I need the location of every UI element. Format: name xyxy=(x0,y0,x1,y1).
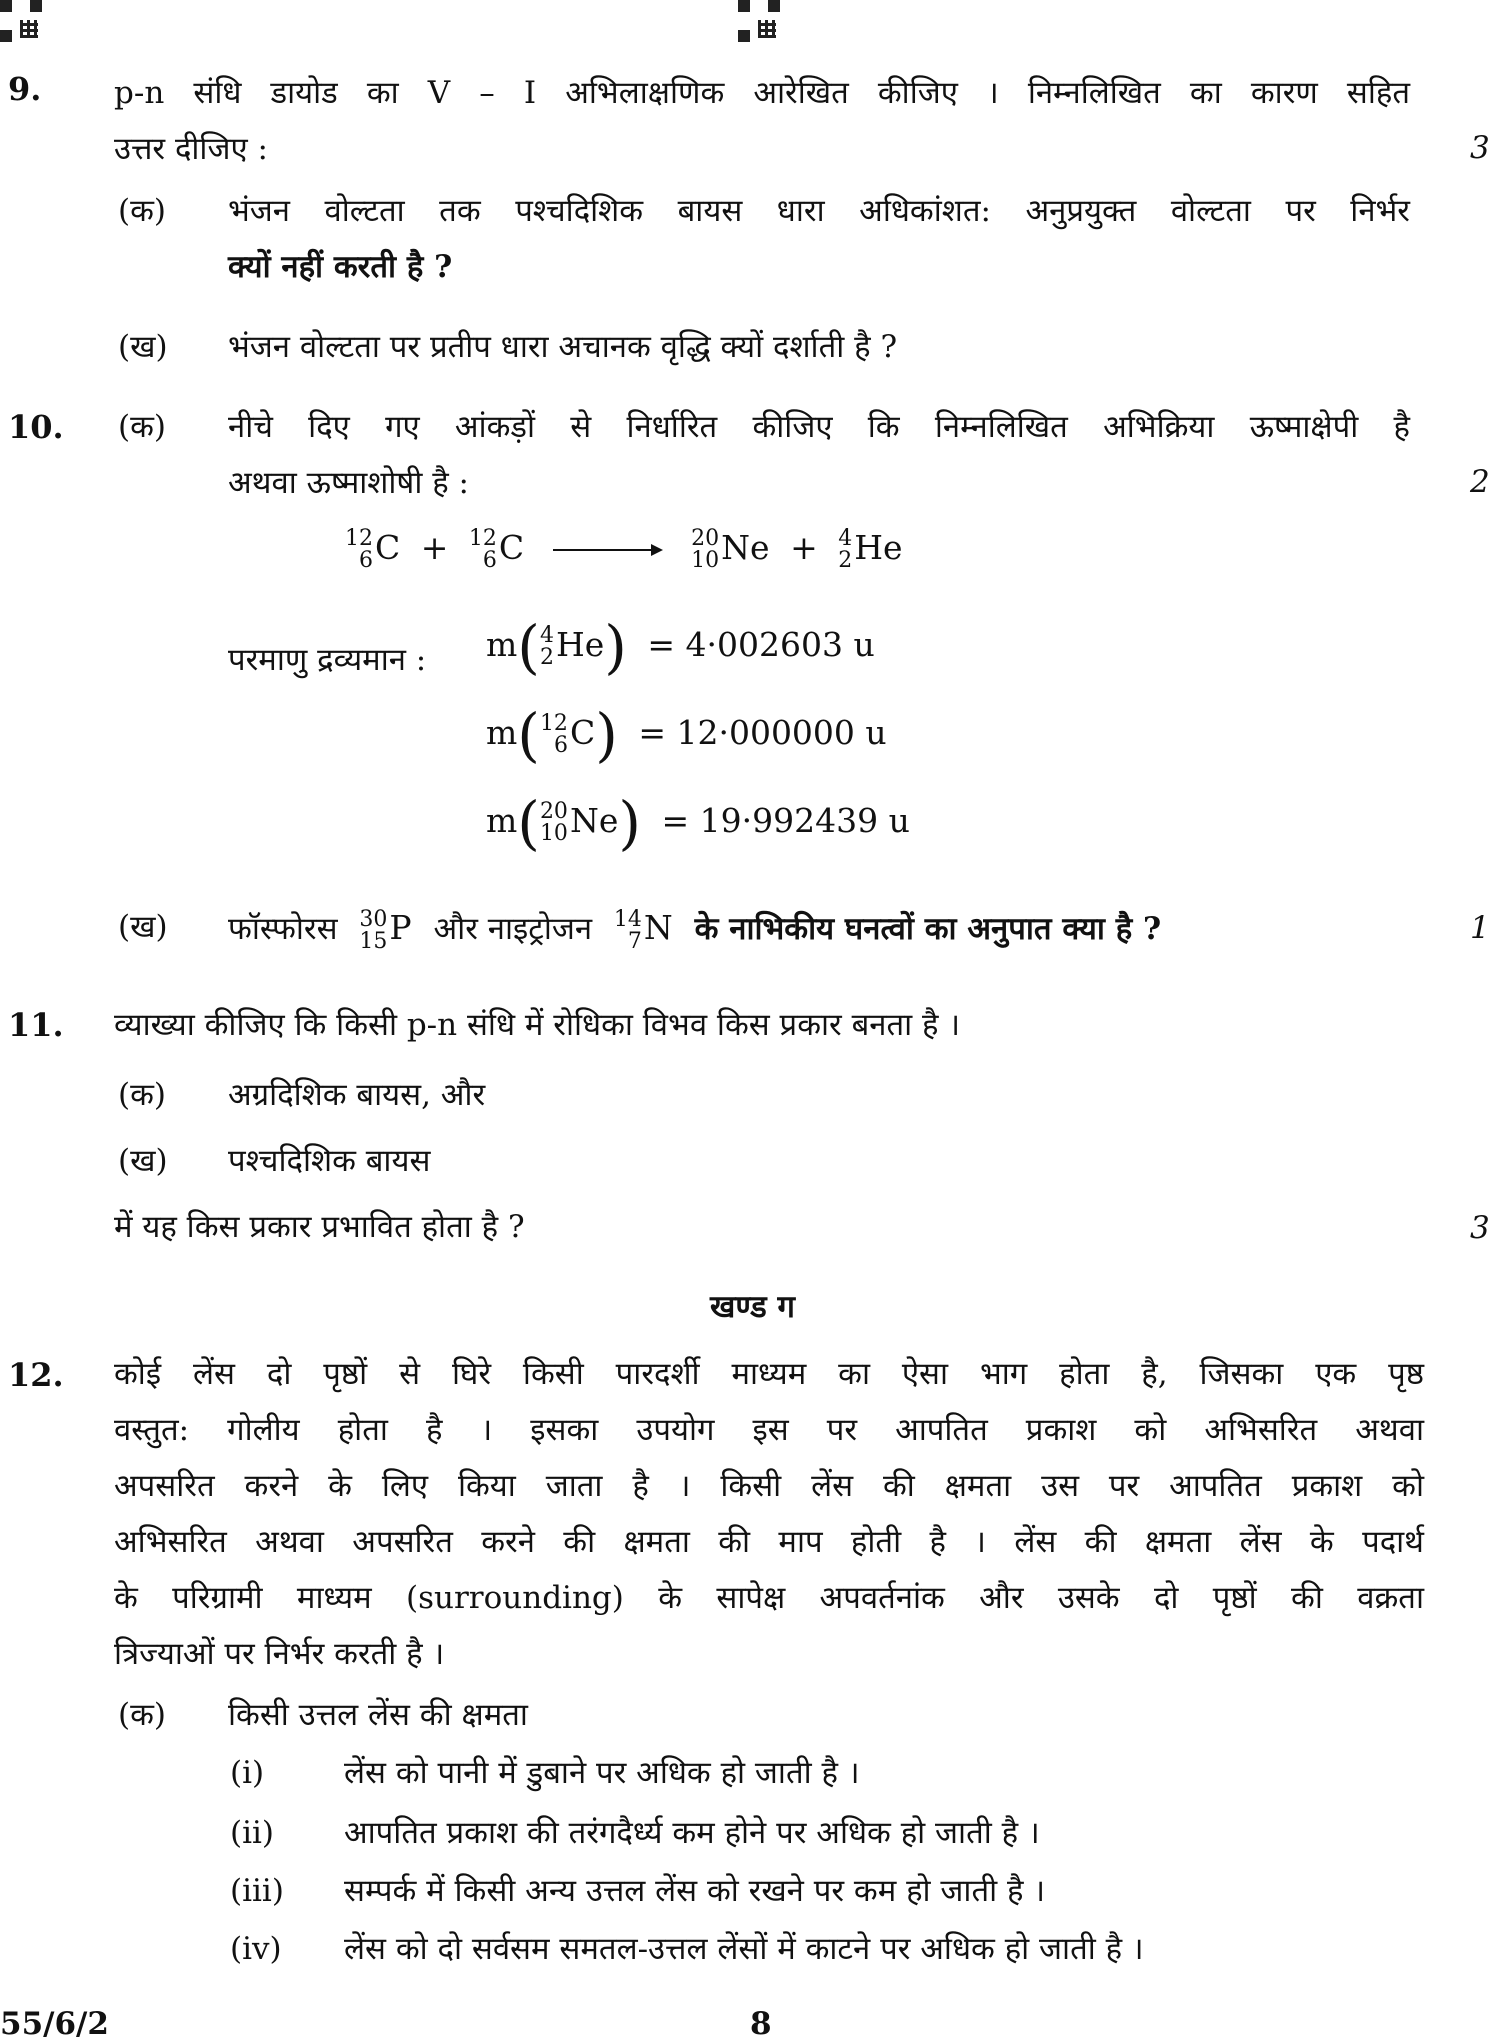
q12-a-text: किसी उत्तल लेंस की क्षमता xyxy=(228,1697,528,1733)
question-number-11: 11. xyxy=(8,1006,64,1044)
option-text-i: लेंस को पानी में डुबाने पर अधिक हो जाती है । xyxy=(344,1755,860,1791)
q11-intro: व्याख्या कीजिए कि किसी p-n संधि में रोधिका विभव किस प्रकार बनता है । xyxy=(114,1007,961,1043)
q10-a-line2: अथवा ऊष्माशोषी है : xyxy=(228,465,469,501)
option-label-ii: (ii) xyxy=(230,1815,275,1851)
q11-marks: 3 xyxy=(1470,1210,1490,1246)
question-number-10: 10. xyxy=(8,408,64,446)
q9-b-label: (ख) xyxy=(118,329,168,365)
option-text-iii: सम्पर्क में किसी अन्य उत्तल लेंस को रखने पर कम हो जाती है । xyxy=(344,1873,1046,1909)
q9-a-line2: क्यों नहीं करती है ? xyxy=(228,249,453,285)
ne-symbol: Ne xyxy=(721,528,770,567)
q11-closing: में यह किस प्रकार प्रभावित होता है ? xyxy=(114,1209,525,1245)
section-heading: खण्ड ग xyxy=(710,1289,795,1325)
mass-ne-row: m( 20 10 Ne) = 19·992439 u xyxy=(486,789,910,857)
q10-a-marks: 2 xyxy=(1470,464,1490,500)
q12-line-6: त्रिज्याओं पर निर्भर करती है । xyxy=(114,1636,445,1672)
n-nuclide-numbers: 14 7 xyxy=(613,906,642,954)
q10-a-label: (क) xyxy=(118,409,166,445)
c1-symbol: C xyxy=(375,528,401,567)
mass-ne-value: = 19·992439 u xyxy=(661,801,910,840)
q10-b-label: (ख) xyxy=(118,909,168,945)
q11-b-text: पश्चदिशिक बायस xyxy=(228,1143,431,1179)
q12-a-label: (क) xyxy=(118,1697,166,1733)
option-text-ii: आपतित प्रकाश की तरंगदैर्ध्य कम होने पर अधिक हो जाती है । xyxy=(344,1815,1040,1851)
option-label-iii: (iii) xyxy=(230,1873,284,1909)
q10-b-marks: 1 xyxy=(1470,910,1490,946)
mass-he-value: = 4·002603 u xyxy=(647,625,875,664)
c1-nuclide-numbers: 12 6 xyxy=(345,526,373,573)
mass-c-value: = 12·000000 u xyxy=(638,713,887,752)
plus-sign-2: + xyxy=(790,528,818,567)
footer-page-number: 8 xyxy=(750,2006,772,2042)
mass-he-row: m( 4 2 He) = 4·002603 u xyxy=(486,613,875,681)
plus-sign: + xyxy=(420,528,449,567)
q9-intro-line1: p-n संधि डायोड का V – I अभिलाक्षणिक आरेखित कीजिए । निम्नलिखित का कारण सहित xyxy=(114,75,1410,111)
q12-line-5: के परिग्रामी माध्यम (surrounding) के सापेक्ष अपवर्तनांक और उसके दो पृष्ठों की वक्रता xyxy=(114,1580,1424,1616)
q9-a-label: (क) xyxy=(118,193,166,229)
q10-b-text: फॉस्फोरस 30 15 P और नाइट्रोजन 14 7 N के नाभिकीय घनत्वों का अनुपात क्या है ? xyxy=(228,906,1162,954)
q9-a-line1: भंजन वोल्टता तक पश्चदिशिक बायस धारा अधिकांशत: अनुप्रयुक्त वोल्टता पर निर्भर xyxy=(228,193,1410,229)
ne-nuclide-numbers: 20 10 xyxy=(691,526,720,573)
atomic-mass-label: परमाणु द्रव्यमान : xyxy=(228,642,427,678)
reaction-arrow-icon xyxy=(553,540,663,560)
q11-a-text: अग्रदिशिक बायस, और xyxy=(228,1077,486,1113)
q12-line-3: अपसरित करने के लिए किया जाता है । किसी लेंस की क्षमता उस पर आपतित प्रकाश को xyxy=(114,1468,1424,1504)
nuclear-reaction-equation xyxy=(345,528,903,572)
q12-line-1: कोई लेंस दो पृष्ठों से घिरे किसी पारदर्शी माध्यम का ऐसा भाग होता है, जिसका एक पृष्ठ xyxy=(114,1356,1424,1392)
q12-line-2: वस्तुत: गोलीय होता है । इसका उपयोग इस पर आपतित प्रकाश को अभिसरित अथवा xyxy=(114,1412,1424,1448)
he-symbol: He xyxy=(854,528,903,567)
p-nuclide-numbers: 30 15 xyxy=(359,906,388,954)
qr-code-left xyxy=(0,0,42,42)
q11-b-label: (ख) xyxy=(118,1143,168,1179)
option-text-iv: लेंस को दो सर्वसम समतल-उत्तल लेंसों में काटने पर अधिक हो जाती है । xyxy=(344,1931,1144,1967)
mass-c-row: m( 12 6 C) = 12·000000 u xyxy=(486,701,887,769)
he-nuclide-numbers: 4 2 xyxy=(838,526,853,573)
question-number-9: 9. xyxy=(8,70,42,108)
option-label-iv: (iv) xyxy=(230,1931,282,1967)
footer-paper-code: 55/6/2 xyxy=(0,2006,109,2042)
q11-a-label: (क) xyxy=(118,1077,166,1113)
option-label-i: (i) xyxy=(230,1755,265,1791)
c2-symbol: C xyxy=(498,528,525,567)
q10-a-line1: नीचे दिए गए आंकड़ों से निर्धारित कीजिए कि निम्नलिखित अभिक्रिया ऊष्माक्षेपी है xyxy=(228,409,1410,445)
q9-marks: 3 xyxy=(1470,130,1490,166)
q9-b-text: भंजन वोल्टता पर प्रतीप धारा अचानक वृद्धि क्यों दर्शाती है ? xyxy=(228,329,898,365)
c2-nuclide-numbers: 12 6 xyxy=(468,526,497,573)
qr-code-center xyxy=(738,0,780,42)
question-number-12: 12. xyxy=(8,1356,64,1394)
q9-intro-line2: उत्तर दीजिए : xyxy=(114,131,268,167)
q12-line-4: अभिसरित अथवा अपसरित करने की क्षमता की माप होती है । लेंस की क्षमता लेंस के पदार्थ xyxy=(114,1524,1424,1560)
